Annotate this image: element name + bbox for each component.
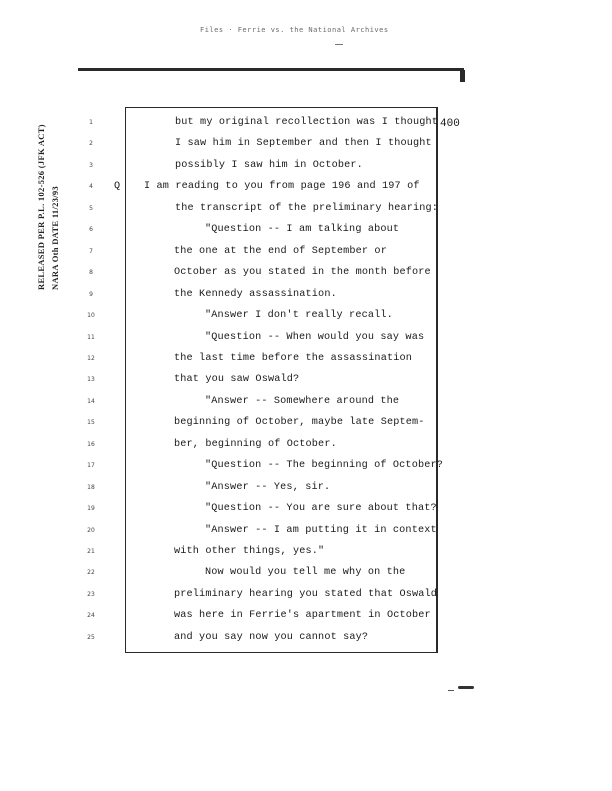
top-rule [78,68,464,71]
question-marker: Q [114,181,121,193]
transcript-line: I am reading to you from page 196 and 197 of [144,181,420,193]
line-number: 6 [89,226,93,234]
line-number: 1 [89,119,93,126]
transcript-line: October as you stated in the month before [174,267,431,279]
transcript-line: was here in Ferrie's apartment in October [174,610,431,622]
transcript-line: "Question -- You are sure about that? [205,503,437,515]
line-number: 3 [89,161,93,169]
line-number: 10 [87,312,95,320]
line-number: 2 [89,140,93,148]
line-number: 15 [87,419,95,427]
line-number: 8 [89,269,93,277]
transcript-line: "Answer -- I am putting it in context [205,524,437,536]
line-number: 24 [87,612,95,620]
transcript-line: "Answer -- Somewhere around the [205,395,400,407]
line-number: 25 [87,633,95,641]
transcript-line: the one at the end of September or [174,245,387,257]
document-header: Files · Ferrie vs. the National Archives [200,26,389,34]
transcript-line: the transcript of the preliminary hearing: [175,202,439,214]
transcript-line: "Answer I don't really recall. [205,310,393,322]
header-mark [335,44,343,45]
page-smudge-small [448,690,454,691]
transcript-line: and you say now you cannot say? [174,631,369,643]
transcript-line: "Question -- I am talking about [205,224,400,236]
line-number: 22 [87,569,95,577]
line-number: 14 [87,397,95,405]
page-smudge [458,686,474,689]
transcript-line: the last time before the assassination [174,352,413,364]
line-number: 9 [89,290,93,298]
transcript-line: "Question -- When would you say was [205,331,425,343]
line-number: 5 [89,204,93,212]
line-number: 20 [87,526,95,534]
line-number: 16 [87,440,95,448]
line-number: 13 [87,376,95,384]
line-number: 17 [87,462,95,470]
line-number: 23 [87,590,95,598]
transcript-line: Now would you tell me why on the [205,567,406,579]
stamp-nara-line: NARA Oth DATE 11/23/93 [50,186,60,290]
transcript-line: ber, beginning of October. [174,438,337,450]
transcript-line: "Answer -- Yes, sir. [205,481,331,493]
line-number: 12 [87,354,95,362]
transcript-line: preliminary hearing you stated that Oswald [174,588,438,600]
transcript-line: with other things, yes." [174,546,325,557]
line-number: 7 [89,247,93,255]
line-number: 18 [87,483,95,491]
transcript-line: that you saw Oswald? [174,374,300,386]
transcript-line: possibly I saw him in October. [175,159,363,171]
transcript-line: beginning of October, maybe late Septem- [174,417,425,429]
top-rule-cap [460,70,465,82]
line-number: 21 [87,548,95,555]
line-number: 11 [87,333,95,341]
transcript-line: the Kennedy assassination. [174,288,337,300]
transcript-line: but my original recollection was I thought [175,117,439,128]
line-number: 4 [89,183,93,191]
transcript-line: I saw him in September and then I thought [175,138,432,150]
stamp-release-line: RELEASED PER P.L. 102-526 (JFK ACT) [36,124,46,290]
page-number: 400 [440,118,460,130]
line-number: 19 [87,505,95,513]
transcript-line: "Question -- The beginning of October? [205,460,444,472]
